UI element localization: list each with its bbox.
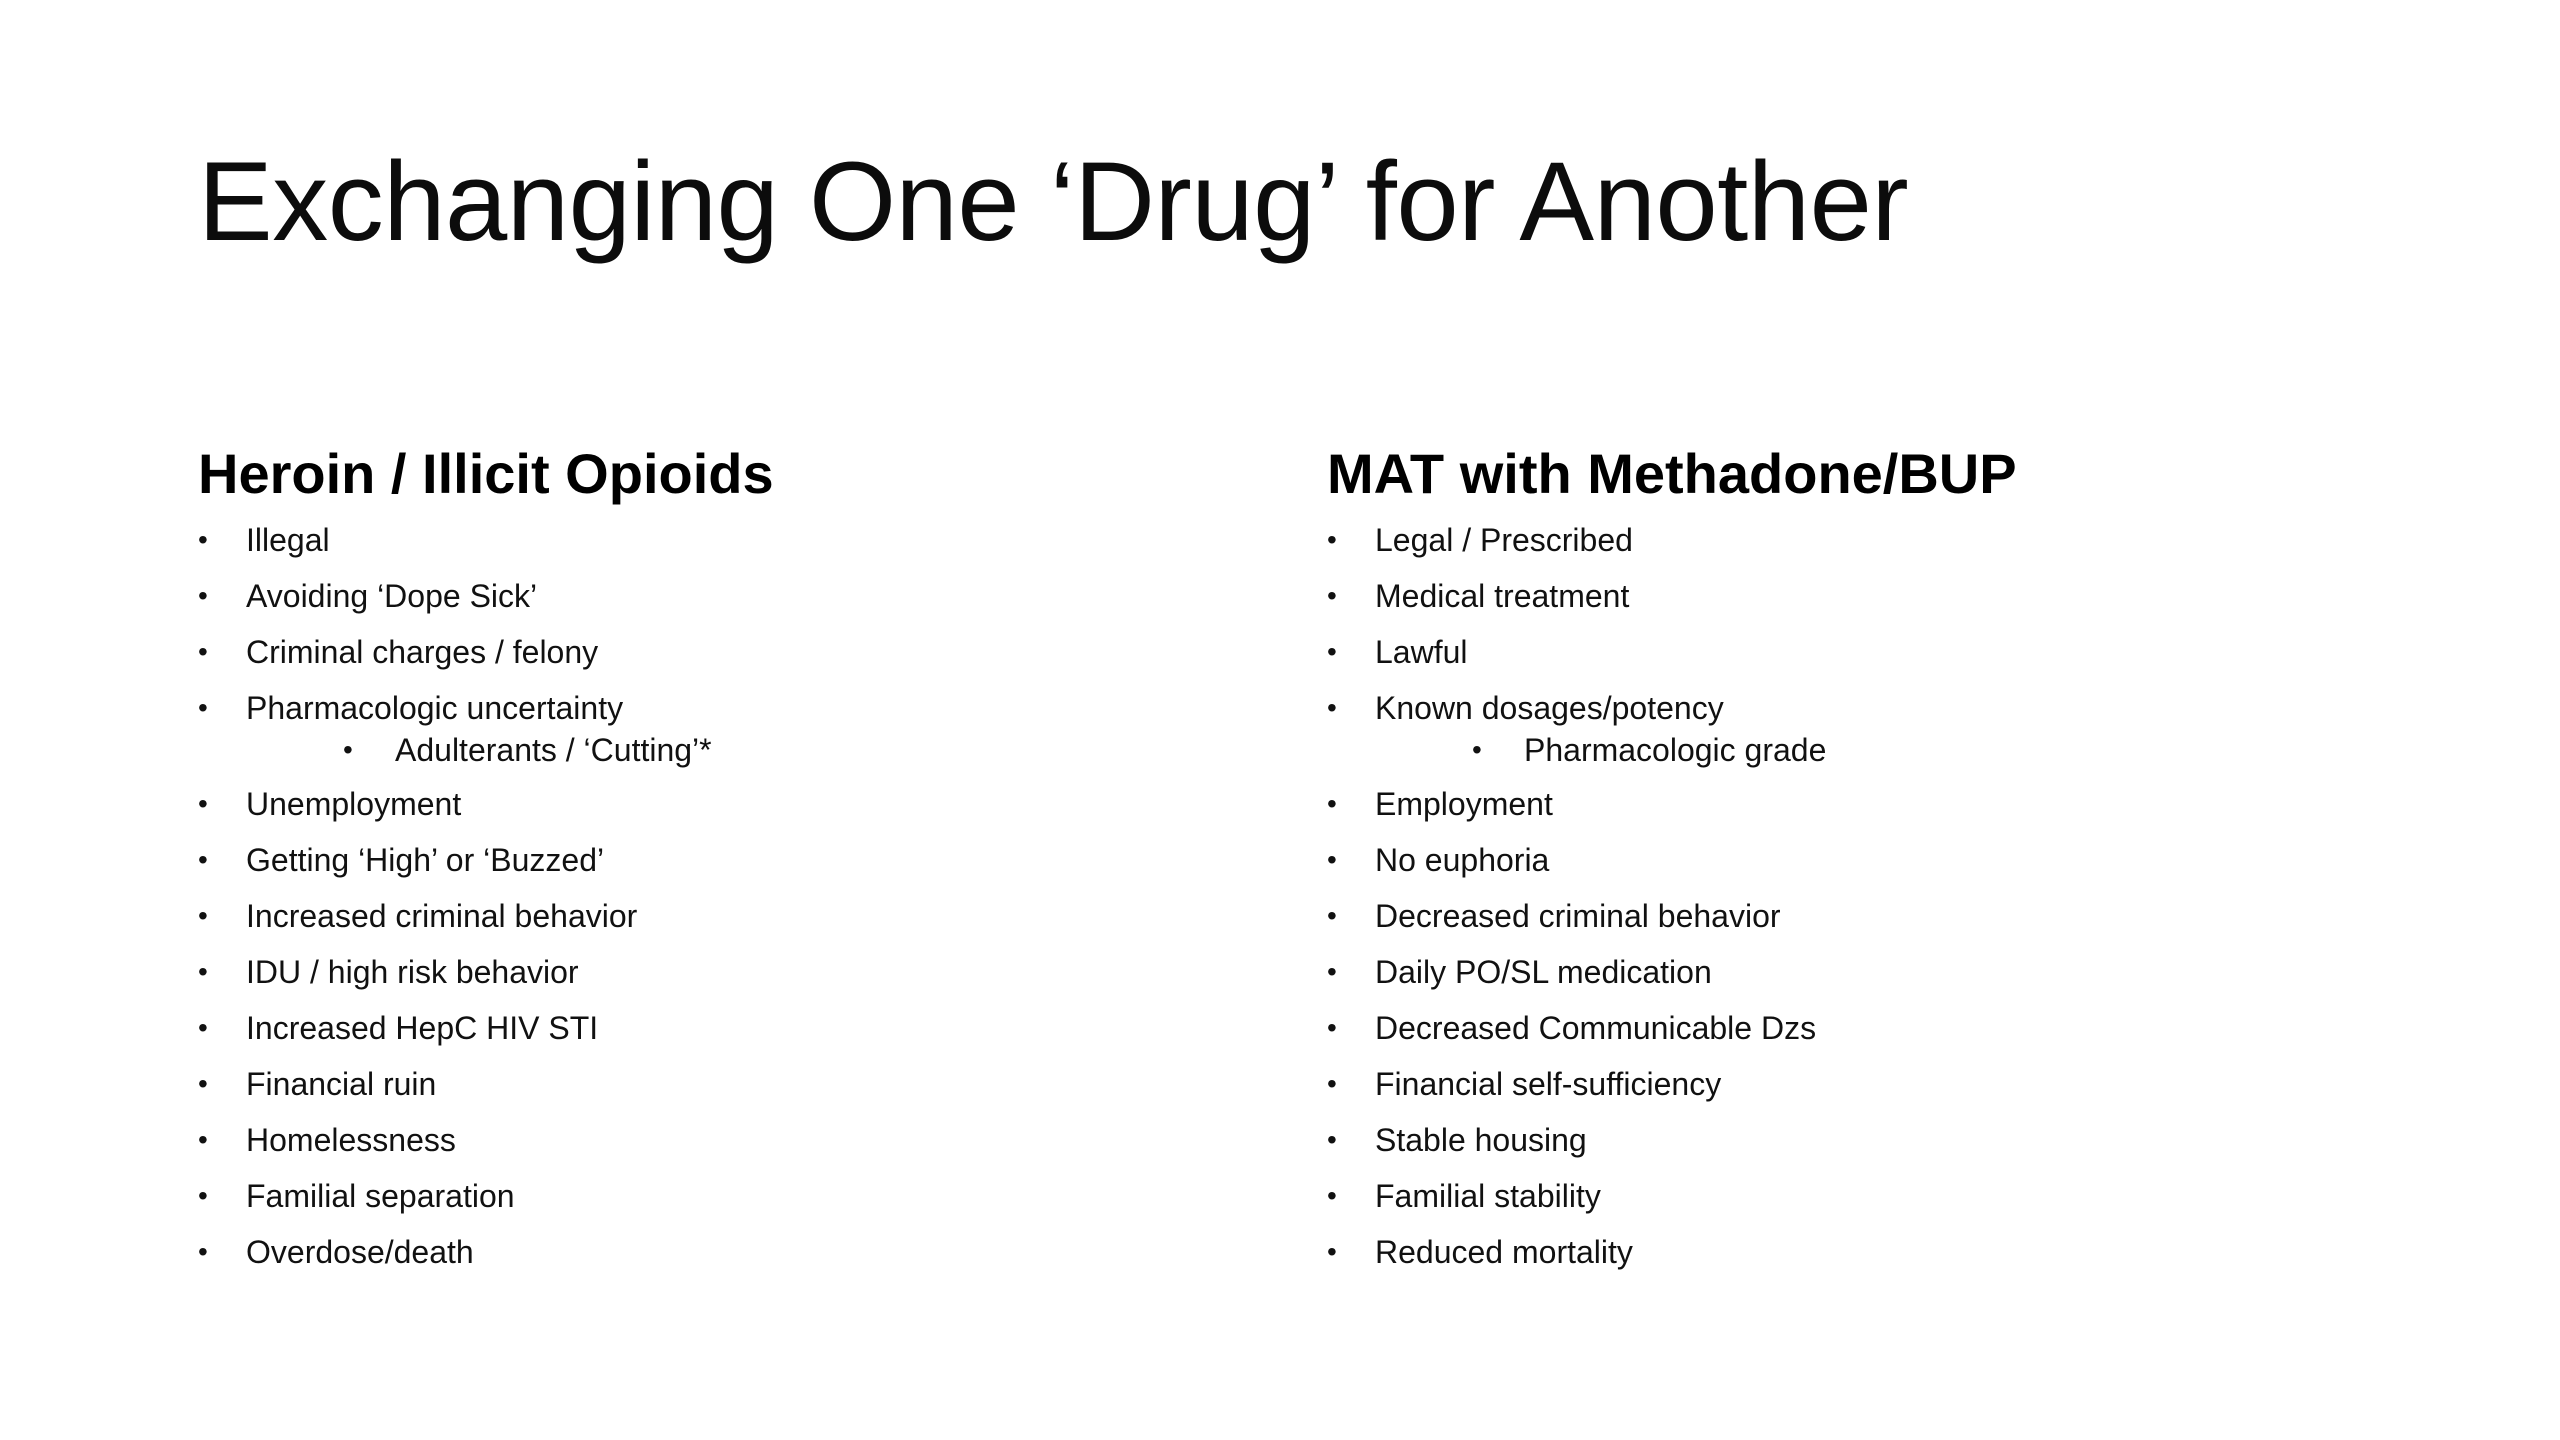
bullet-marker: • <box>198 788 208 819</box>
list-item <box>1327 1120 2017 1160</box>
bullet-marker: • <box>1327 844 1337 875</box>
bullet-marker: • <box>198 692 208 723</box>
bullet-marker: • <box>198 1180 208 1211</box>
list-item-label: Legal / Prescribed <box>1375 522 1633 558</box>
bullet-marker: • <box>1327 1180 1337 1211</box>
list-item <box>1327 576 2017 616</box>
sub-list-item-label: Adulterants / ‘Cutting’* <box>395 732 712 768</box>
bullet-marker: • <box>198 1236 208 1267</box>
left-column-heading: Heroin / Illicit Opioids <box>198 442 774 505</box>
list-item-label: Lawful <box>1375 634 1468 670</box>
bullet-marker: • <box>1327 636 1337 667</box>
list-item <box>198 952 774 992</box>
sub-list-item <box>343 730 712 770</box>
list-item-label: Stable housing <box>1375 1122 1587 1158</box>
bullet-marker: • <box>198 844 208 875</box>
right-column <box>1327 442 2017 1288</box>
list-item <box>198 1176 774 1216</box>
list-item <box>198 784 774 824</box>
list-item <box>1327 1176 2017 1216</box>
list-item-label: Medical treatment <box>1375 578 1630 614</box>
list-item <box>198 576 774 616</box>
list-item-label: Familial separation <box>246 1178 515 1214</box>
list-item <box>1327 520 2017 560</box>
list-item-label: Financial ruin <box>246 1066 437 1102</box>
list-item <box>198 896 774 936</box>
list-item <box>198 688 774 768</box>
left-column <box>198 442 774 1288</box>
list-item-label: Decreased criminal behavior <box>1375 898 1781 934</box>
list-item <box>1327 784 2017 824</box>
bullet-marker: • <box>1327 692 1337 723</box>
bullet-marker: • <box>198 580 208 611</box>
list-item-label: No euphoria <box>1375 842 1550 878</box>
right-bullet-list <box>1327 520 2017 1272</box>
list-item <box>198 1008 774 1048</box>
list-item-label: Known dosages/potency <box>1375 690 1724 726</box>
list-item <box>1327 1008 2017 1048</box>
list-item-label: Criminal charges / felony <box>246 634 599 670</box>
bullet-marker: • <box>1327 788 1337 819</box>
bullet-marker: • <box>1327 1068 1337 1099</box>
list-item-label: Overdose/death <box>246 1234 474 1270</box>
list-item-label: Daily PO/SL medication <box>1375 954 1712 990</box>
sub-list-item-label: Pharmacologic grade <box>1524 732 1827 768</box>
bullet-marker: • <box>1327 956 1337 987</box>
list-item-label: Unemployment <box>246 786 462 822</box>
list-item-label: Illegal <box>246 522 330 558</box>
list-item-label: Homelessness <box>246 1122 456 1158</box>
list-item <box>198 840 774 880</box>
right-column-heading: MAT with Methadone/BUP <box>1327 442 2017 505</box>
bullet-marker: • <box>1472 734 1482 765</box>
bullet-marker: • <box>198 956 208 987</box>
list-item <box>1327 840 2017 880</box>
list-item-label: Reduced mortality <box>1375 1234 1633 1270</box>
list-item <box>1327 632 2017 672</box>
list-item <box>198 1064 774 1104</box>
list-item-label: Familial stability <box>1375 1178 1601 1214</box>
list-item <box>198 520 774 560</box>
sub-list-item <box>1472 730 1826 770</box>
bullet-marker: • <box>198 1012 208 1043</box>
list-item-label: Decreased Communicable Dzs <box>1375 1010 1817 1046</box>
bullet-marker: • <box>1327 900 1337 931</box>
left-bullet-list <box>198 520 774 1272</box>
bullet-marker: • <box>198 1068 208 1099</box>
list-item-label: Increased HepC HIV STI <box>246 1010 599 1046</box>
list-item-label: Employment <box>1375 786 1553 822</box>
list-item <box>1327 1064 2017 1104</box>
list-item-label: Financial self-sufficiency <box>1375 1066 1722 1102</box>
bullet-marker: • <box>1327 1012 1337 1043</box>
bullet-marker: • <box>1327 580 1337 611</box>
bullet-marker: • <box>198 524 208 555</box>
list-item <box>1327 1232 2017 1272</box>
bullet-marker: • <box>1327 524 1337 555</box>
bullet-marker: • <box>1327 1236 1337 1267</box>
list-item-label: IDU / high risk behavior <box>246 954 579 990</box>
bullet-marker: • <box>1327 1124 1337 1155</box>
bullet-marker: • <box>198 900 208 931</box>
list-item-label: Pharmacologic uncertainty <box>246 690 624 726</box>
list-item-label: Getting ‘High’ or ‘Buzzed’ <box>246 842 605 878</box>
list-item <box>198 632 774 672</box>
list-item <box>1327 952 2017 992</box>
bullet-marker: • <box>198 636 208 667</box>
list-item-label: Avoiding ‘Dope Sick’ <box>246 578 538 614</box>
list-item-label: Increased criminal behavior <box>246 898 638 934</box>
list-item <box>198 1232 774 1272</box>
bullet-marker: • <box>343 734 353 765</box>
list-item <box>1327 688 2017 768</box>
list-item <box>1327 896 2017 936</box>
slide-title: Exchanging One ‘Drug’ for Another <box>198 139 1909 264</box>
list-item <box>198 1120 774 1160</box>
bullet-marker: • <box>198 1124 208 1155</box>
